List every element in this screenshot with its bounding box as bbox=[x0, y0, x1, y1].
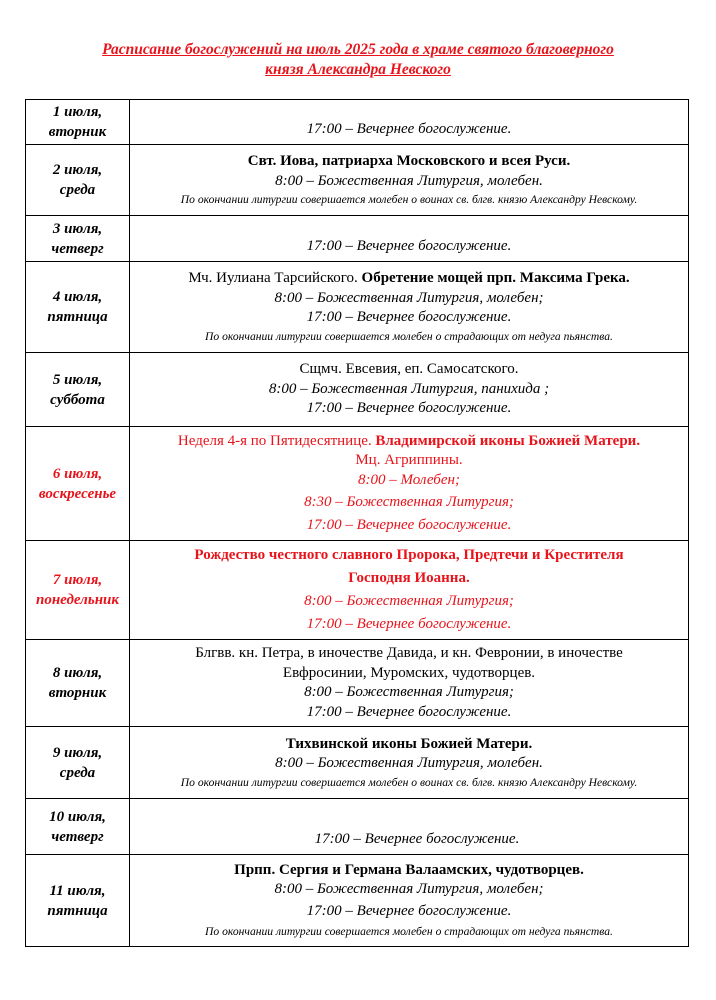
service-time: 17:00 – Вечернее богослужение. bbox=[306, 902, 512, 919]
date-cell bbox=[26, 855, 130, 947]
service-cell bbox=[130, 727, 689, 799]
feast-bold: Владимирской иконы Божией Матери. bbox=[375, 432, 641, 449]
service-time: 17:00 – Вечернее богослужение. bbox=[306, 616, 512, 632]
weekday-label: суббота bbox=[50, 391, 105, 408]
service-note: По окончании литургии совершается молебен о страдающих от недуга пьянства. bbox=[205, 925, 613, 939]
feast-bold: Обретение мощей прп. Максима Грека. bbox=[361, 270, 630, 287]
date-label: 1 июля, bbox=[52, 104, 103, 120]
date-cell bbox=[26, 427, 130, 541]
service-time: 17:00 – Вечернее богослужение. bbox=[306, 703, 512, 720]
feast-title: Тихвинской иконы Божией Матери. bbox=[285, 735, 533, 752]
date-label: 11 июля, bbox=[49, 882, 106, 899]
feast-plain: Неделя 4-я по Пятидесятнице. bbox=[177, 432, 376, 449]
service-cell bbox=[130, 541, 689, 640]
weekday-label: четверг bbox=[51, 240, 104, 257]
service-time: 17:00 – Вечернее богослужение. bbox=[314, 830, 520, 847]
weekday-label: понедельник bbox=[35, 592, 119, 608]
service-cell bbox=[130, 262, 689, 353]
service-time: 8:30 – Божественная Литургия; bbox=[304, 494, 514, 511]
date-label: 3 июля, bbox=[52, 220, 103, 237]
weekday-label: среда bbox=[59, 182, 96, 198]
date-label: 9 июля, bbox=[52, 744, 103, 761]
service-time: 8:00 – Божественная Литургия, панихида ; bbox=[268, 380, 550, 397]
schedule-table bbox=[25, 99, 689, 947]
date-label: 2 июля, bbox=[52, 162, 103, 178]
date-cell bbox=[26, 145, 130, 216]
table-row bbox=[26, 145, 689, 216]
feast-title: Прпп. Сергия и Германа Валаамских, чудотворцев. bbox=[234, 861, 584, 878]
feast-title: Свт. Иова, патриарха Московского и всея Руси. bbox=[247, 153, 571, 169]
service-note: По окончании литургии совершается молебен о воинах св. блгв. князю Александру Невскому. bbox=[180, 193, 638, 206]
title-line-1: Расписание богослужений на июль 2025 года в храме святого благоверного bbox=[102, 41, 614, 58]
service-time: 8:00 – Божественная Литургия, молебен. bbox=[275, 172, 543, 189]
weekday-label: пятница bbox=[47, 902, 108, 919]
table-row bbox=[26, 100, 689, 145]
date-label: 8 июля, bbox=[52, 665, 103, 681]
service-time: 8:00 – Божественная Литургия; bbox=[304, 593, 514, 609]
service-time: 8:00 – Божественная Литургия, молебен; bbox=[274, 289, 544, 306]
table-row bbox=[26, 799, 689, 855]
service-time: 17:00 – Вечернее богослужение. bbox=[306, 516, 512, 533]
service-note: По окончании литургии совершается молебен о воинах св. блгв. князю Александру Невскому. bbox=[180, 775, 638, 789]
service-time: 8:00 – Божественная Литургия, молебен. bbox=[275, 755, 543, 771]
table-row bbox=[26, 640, 689, 727]
date-label: 7 июля, bbox=[52, 572, 103, 588]
service-cell bbox=[130, 427, 689, 541]
service-time: 8:00 – Божественная Литургия; bbox=[304, 684, 514, 700]
feast-title: Блгвв. кн. Петра, в иночестве Давида, и кн. Февронии, в иночестве bbox=[195, 645, 623, 661]
feast-subtitle: Мц. Агриппины. bbox=[355, 452, 463, 469]
date-label: 4 июля, bbox=[52, 289, 103, 305]
service-cell bbox=[130, 799, 689, 855]
service-time: 17:00 – Вечернее богослужение. bbox=[306, 237, 512, 254]
weekday-label: вторник bbox=[48, 685, 107, 701]
table-row bbox=[26, 262, 689, 353]
service-note: По окончании литургии совершается молебен о страдающих от недуга пьянства. bbox=[205, 329, 613, 343]
table-row bbox=[26, 216, 689, 262]
service-cell bbox=[130, 145, 689, 216]
service-cell bbox=[130, 640, 689, 727]
service-time: 8:00 – Божественная Литургия, молебен; bbox=[274, 881, 544, 898]
service-time: 17:00 – Вечернее богослужение. bbox=[306, 309, 512, 326]
date-cell bbox=[26, 216, 130, 262]
date-cell bbox=[26, 262, 130, 353]
date-cell bbox=[26, 727, 130, 799]
date-cell bbox=[26, 353, 130, 427]
date-cell bbox=[26, 640, 130, 727]
date-label: 5 июля, bbox=[52, 371, 103, 388]
date-cell bbox=[26, 799, 130, 855]
service-cell bbox=[130, 100, 689, 145]
feast-plain: Мч. Иулиана Тарсийского. bbox=[188, 270, 362, 287]
table-row bbox=[26, 353, 689, 427]
weekday-label: вторник bbox=[48, 124, 107, 140]
date-label: 10 июля, bbox=[49, 808, 106, 825]
table-row bbox=[26, 541, 689, 640]
service-cell bbox=[130, 216, 689, 262]
feast-title-cont: Евфросинии, Муромских, чудотворцев. bbox=[282, 664, 536, 681]
service-cell bbox=[130, 353, 689, 427]
table-row bbox=[26, 727, 689, 799]
service-time: 17:00 – Вечернее богослужение. bbox=[306, 400, 512, 417]
weekday-label: воскресенье bbox=[38, 485, 117, 502]
feast-title: Сщмч. Евсевия, еп. Самосатского. bbox=[299, 361, 519, 378]
service-cell bbox=[130, 855, 689, 947]
date-label: 6 июля, bbox=[52, 465, 103, 482]
feast-title-cont: Господня Иоанна. bbox=[348, 570, 470, 586]
weekday-label: четверг bbox=[51, 828, 104, 845]
table-row bbox=[26, 855, 689, 947]
title-line-2: князя Александра Невского bbox=[265, 61, 451, 78]
service-time: 17:00 – Вечернее богослужение. bbox=[306, 120, 512, 137]
weekday-label: среда bbox=[59, 764, 96, 781]
feast-title bbox=[130, 432, 688, 452]
date-cell bbox=[26, 541, 130, 640]
feast-title: Рождество честного славного Пророка, Предтечи и Крестителя bbox=[194, 547, 624, 563]
date-cell bbox=[26, 100, 130, 145]
table-row bbox=[26, 427, 689, 541]
weekday-label: пятница bbox=[47, 309, 108, 325]
feast-title bbox=[130, 269, 688, 289]
service-time: 8:00 – Молебен; bbox=[358, 471, 460, 488]
page-title bbox=[0, 40, 716, 80]
